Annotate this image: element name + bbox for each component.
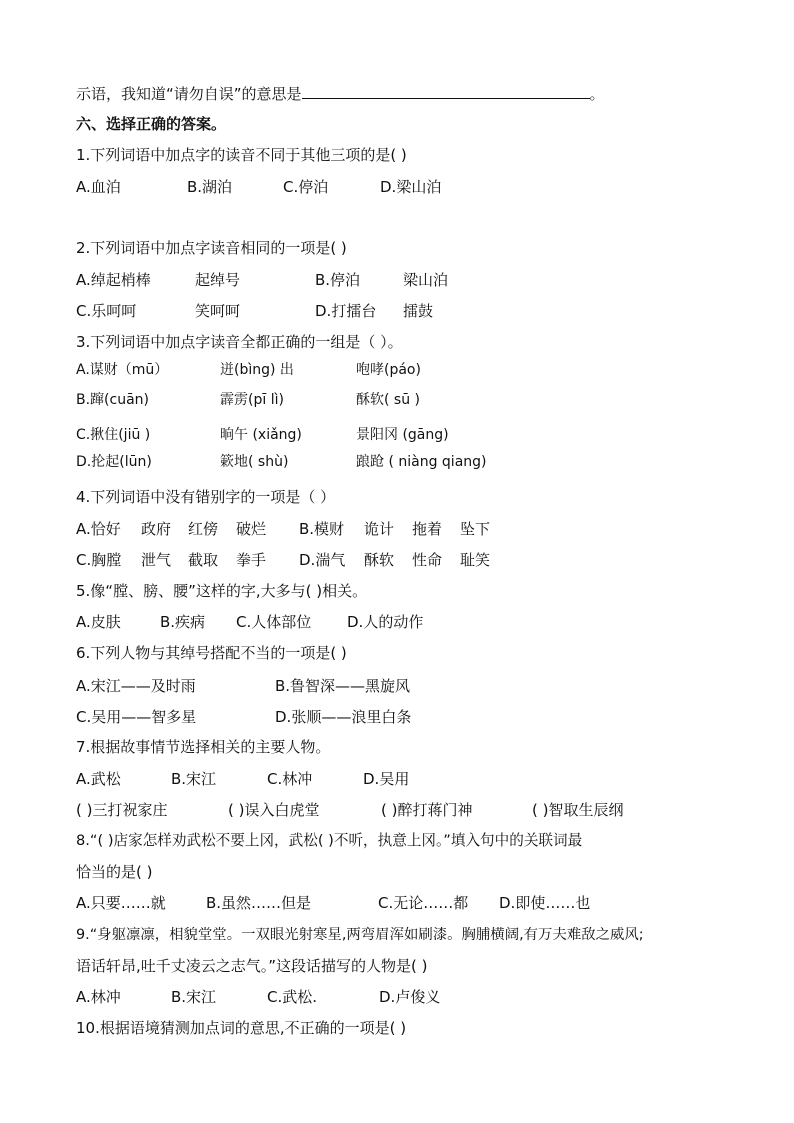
option-d[interactable]: D.抡起(lūn) xyxy=(76,454,152,470)
option-c-word2: 笑呵呵 xyxy=(195,302,241,320)
option-d[interactable]: D.卢俊义 xyxy=(379,988,441,1006)
option-a[interactable]: A.恰好 xyxy=(76,520,121,538)
option-a-word2: 政府 xyxy=(141,520,172,538)
option-c[interactable]: C.胸膛 xyxy=(76,551,122,569)
option-c[interactable]: C.揪住(jiū ) xyxy=(76,427,151,443)
option-d-word3: 踉跄 ( niàng qiang) xyxy=(356,454,487,470)
option-c-word3: 景阳冈 (gāng) xyxy=(356,427,449,443)
plot-2[interactable]: ( )误入白虎堂 xyxy=(228,801,320,819)
option-b[interactable]: B.停泊 xyxy=(315,271,361,289)
option-d-word3: 性命 xyxy=(412,551,443,569)
option-d-word2: 簌地( shù) xyxy=(220,454,289,470)
option-c[interactable]: C.林冲 xyxy=(267,770,313,788)
option-c[interactable]: C.乐呵呵 xyxy=(76,302,137,320)
plot-1[interactable]: ( )三打祝家庄 xyxy=(76,801,168,819)
option-a[interactable]: A.谋财（mū） xyxy=(76,362,169,378)
question-10-stem: 10.根据语境猜测加点词的意思,不正确的一项是( ) xyxy=(76,1019,407,1037)
intro-end: 。 xyxy=(589,85,605,103)
option-b[interactable]: B.虽然……但是 xyxy=(206,894,312,912)
option-c[interactable]: C.吴用——智多星 xyxy=(76,708,197,726)
option-a[interactable]: A.宋江——及时雨 xyxy=(76,677,196,695)
question-7-stem: 7.根据故事情节选择相关的主要人物。 xyxy=(76,738,331,756)
question-8-stem-cont: 恰当的是( ) xyxy=(76,863,153,881)
intro-line xyxy=(76,82,605,104)
intro-text: 示语，我知道“请勿自误”的意思是 xyxy=(76,85,302,103)
option-a-word4: 破烂 xyxy=(236,520,267,538)
option-b[interactable]: B.疾病 xyxy=(160,613,206,631)
option-b-word4: 坠下 xyxy=(460,520,491,538)
option-b[interactable]: B.模财 xyxy=(299,520,345,538)
question-9-stem: 9.“身躯凛凛，相貌堂堂。一双眼光射寒星,两弯眉浑如刷漆。胸脯横阔,有万夫难敌之威风; xyxy=(76,927,644,943)
option-c[interactable]: C.无论……都 xyxy=(378,894,469,912)
option-d[interactable]: D.即使……也 xyxy=(499,894,591,912)
option-d-word4: 耻笑 xyxy=(460,551,491,569)
option-d-word2: 酥软 xyxy=(364,551,395,569)
answer-blank[interactable] xyxy=(302,82,590,99)
question-3-stem: 3.下列词语中加点字读音全都正确的一组是（ ）。 xyxy=(76,333,403,351)
option-a-word2: 起绰号 xyxy=(195,271,241,289)
option-d[interactable]: D.张顺——浪里白条 xyxy=(275,708,412,726)
option-c[interactable]: C.人体部位 xyxy=(236,613,312,631)
question-5-stem: 5.像“膛、膀、腰”这样的字,大多与( )相关。 xyxy=(76,582,368,600)
option-a[interactable]: A.只要……就 xyxy=(76,894,166,912)
option-c[interactable]: C.武松. xyxy=(267,988,318,1006)
option-d-word2: 擂鼓 xyxy=(403,302,434,320)
option-b[interactable]: B.鲁智深——黑旋风 xyxy=(275,677,411,695)
option-a-word3: 红傍 xyxy=(188,520,219,538)
option-b-word2: 诡计 xyxy=(364,520,395,538)
question-9-stem-cont: 语话轩昂,吐千丈凌云之志气。”这段话描写的人物是( ) xyxy=(76,957,428,975)
option-b-word2: 霹雳(pī lì) xyxy=(220,392,284,408)
question-1-stem: 1.下列词语中加点字的读音不同于其他三项的是( ) xyxy=(76,146,407,164)
option-d[interactable]: D.吴用 xyxy=(363,770,410,788)
plot-3[interactable]: ( )醉打蒋门神 xyxy=(381,801,473,819)
option-d[interactable]: D.打擂台 xyxy=(315,302,377,320)
option-d[interactable]: D.梁山泊 xyxy=(380,178,442,196)
question-8-stem: 8.“( )店家怎样劝武松不要上冈，武松( )不听，执意上冈。”填入句中的关联词最 xyxy=(76,832,583,849)
option-a-word3: 咆哮(páo) xyxy=(356,362,421,378)
option-c-word2: 晌午 (xiǎng) xyxy=(220,427,302,443)
option-c[interactable]: C.停泊 xyxy=(283,178,329,196)
option-b-word3: 酥软( sū ) xyxy=(356,392,420,408)
plot-4[interactable]: ( )智取生辰纲 xyxy=(532,801,624,819)
question-2-stem: 2.下列词语中加点字读音相同的一项是( ) xyxy=(76,239,347,257)
option-a-word2: 迸(bìng) 出 xyxy=(220,362,294,378)
option-d[interactable]: D.人的动作 xyxy=(347,613,424,631)
option-c-word3: 截取 xyxy=(188,551,219,569)
option-a[interactable]: A.武松 xyxy=(76,770,121,788)
question-4-stem: 4.下列词语中没有错别字的一项是（ ） xyxy=(76,488,336,506)
section-title: 六、选择正确的答案。 xyxy=(76,115,227,133)
option-b[interactable]: B.蹿(cuān) xyxy=(76,392,150,408)
option-b[interactable]: B.湖泊 xyxy=(187,178,233,196)
option-b[interactable]: B.宋江 xyxy=(171,988,217,1006)
question-6-stem: 6.下列人物与其绰号搭配不当的一项是( ) xyxy=(76,644,347,662)
option-c-word2: 泄气 xyxy=(141,551,172,569)
option-c-word4: 拳手 xyxy=(236,551,267,569)
option-a[interactable]: A.绰起梢棒 xyxy=(76,271,151,289)
option-b-word3: 拖着 xyxy=(412,520,443,538)
option-a[interactable]: A.皮肤 xyxy=(76,613,121,631)
option-b[interactable]: B.宋江 xyxy=(171,770,217,788)
option-d[interactable]: D.湍气 xyxy=(299,551,346,569)
option-a[interactable]: A.林冲 xyxy=(76,988,121,1006)
option-a[interactable]: A.血泊 xyxy=(76,178,121,196)
option-b-word2: 梁山泊 xyxy=(403,271,449,289)
